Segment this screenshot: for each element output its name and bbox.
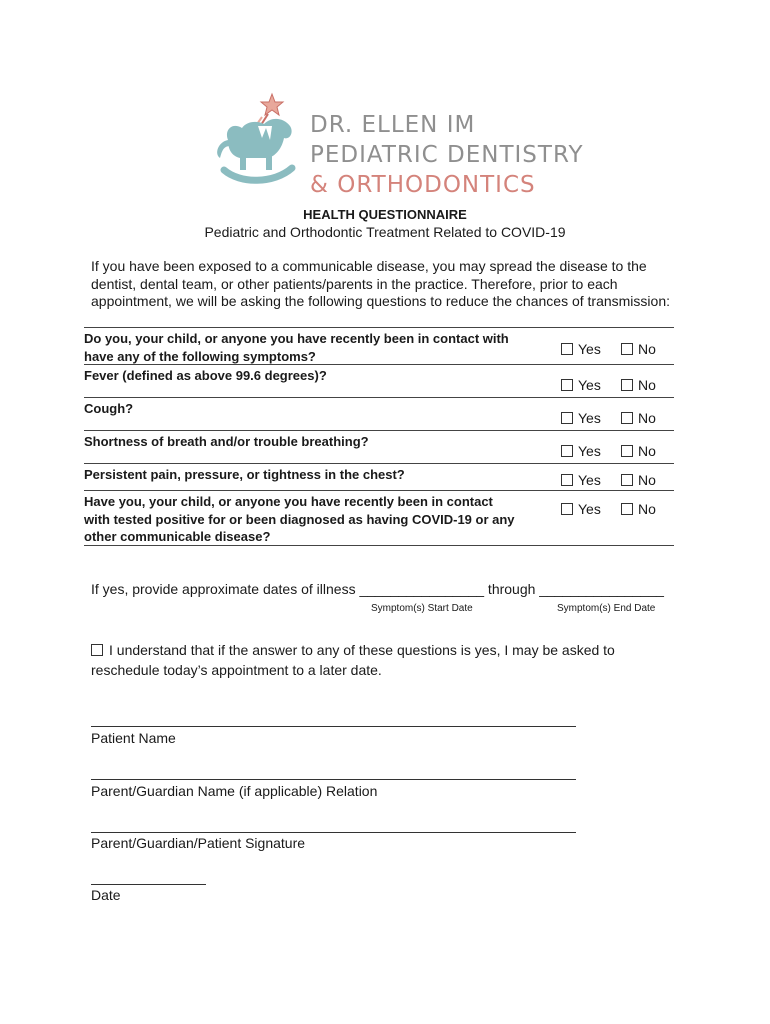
checkbox-icon	[561, 503, 573, 515]
checkbox-icon	[561, 379, 573, 391]
yes-label: Yes	[578, 341, 601, 357]
patient-name-line[interactable]	[91, 726, 576, 727]
question-line: Fever (defined as above 99.6 degrees)?	[84, 368, 327, 383]
question-line: have any of the following symptoms?	[84, 348, 316, 364]
question-text	[84, 431, 554, 455]
checkbox-icon	[621, 412, 633, 424]
intro-paragraph	[91, 258, 671, 311]
end-date-caption: Symptom(s) End Date	[557, 603, 656, 614]
acknowledgement-line	[91, 640, 671, 660]
date-label: Date	[91, 887, 121, 903]
guardian-name-line[interactable]	[91, 779, 576, 780]
patient-name-label: Patient Name	[91, 730, 176, 746]
yes-checkbox[interactable]	[561, 472, 601, 490]
acknowledgement-line: reschedule today’s appointment to a later date.	[91, 662, 382, 678]
acknowledgement-checkbox[interactable]	[91, 644, 103, 656]
question-row	[84, 491, 674, 546]
question-line: Cough?	[84, 401, 134, 416]
practice-logo	[210, 92, 584, 198]
question-line: other communicable disease?	[84, 529, 271, 544]
question-row	[84, 328, 674, 365]
yes-checkbox[interactable]	[561, 501, 601, 519]
guardian-name-label: Parent/Guardian Name (if applicable) Relation	[91, 783, 378, 799]
no-checkbox[interactable]	[621, 472, 656, 490]
intro-line: appointment, we will be asking the following questions to reduce the chances of transmission:	[91, 293, 670, 309]
question-line: Do you, your child, or anyone you have recently been in contact with	[84, 331, 509, 346]
question-line: Persistent pain, pressure, or tightness in the chest?	[84, 467, 405, 482]
form-title: HEALTH QUESTIONNAIRE	[303, 207, 467, 222]
question-text	[84, 365, 554, 389]
checkbox-icon	[561, 445, 573, 457]
question-line: Shortness of breath and/or trouble breathing?	[84, 434, 369, 449]
no-checkbox[interactable]	[621, 443, 656, 461]
checkbox-icon	[621, 503, 633, 515]
logo-line-2: PEDIATRIC DENTISTRY	[310, 142, 584, 168]
yes-label: Yes	[578, 410, 601, 426]
question-row	[84, 398, 674, 431]
yes-label: Yes	[578, 501, 601, 517]
questions-table	[84, 327, 674, 546]
no-checkbox[interactable]	[621, 410, 656, 428]
question-text	[84, 398, 554, 422]
checkbox-icon	[621, 445, 633, 457]
checkbox-icon	[561, 343, 573, 355]
checkbox-icon	[621, 474, 633, 486]
signature-line[interactable]	[91, 832, 576, 833]
question-row	[84, 464, 674, 491]
yes-checkbox[interactable]	[561, 377, 601, 395]
checkbox-icon	[621, 343, 633, 355]
start-date-caption: Symptom(s) Start Date	[371, 603, 473, 614]
date-line[interactable]	[91, 884, 206, 885]
question-row	[84, 431, 674, 464]
question-row	[84, 365, 674, 398]
question-line: with tested positive for or been diagnosed as having COVID-19 or any	[84, 511, 515, 527]
no-label: No	[638, 501, 656, 517]
no-label: No	[638, 443, 656, 459]
illness-dates-field[interactable]: If yes, provide approximate dates of illness ________________ through ________________	[91, 581, 664, 597]
question-text	[84, 491, 554, 550]
no-label: No	[638, 410, 656, 426]
checkbox-icon	[561, 412, 573, 424]
checkbox-icon	[621, 379, 633, 391]
checkbox-icon	[561, 474, 573, 486]
no-checkbox[interactable]	[621, 341, 656, 359]
no-checkbox[interactable]	[621, 377, 656, 395]
acknowledgement	[91, 640, 671, 680]
no-label: No	[638, 341, 656, 357]
question-text	[84, 464, 554, 488]
yes-checkbox[interactable]	[561, 443, 601, 461]
yes-label: Yes	[578, 443, 601, 459]
question-text	[84, 328, 554, 369]
intro-line: dentist, dental team, or other patients/parents in the practice. Therefore, prior to each	[91, 275, 618, 292]
no-checkbox[interactable]	[621, 501, 656, 519]
form-subtitle: Pediatric and Orthodontic Treatment Related to COVID-19	[204, 224, 566, 240]
logo-text	[310, 110, 584, 200]
yes-checkbox[interactable]	[561, 341, 601, 359]
acknowledgement-text: I understand that if the answer to any of these questions is yes, I may be asked to	[109, 642, 615, 658]
rocking-horse-icon	[210, 92, 310, 192]
no-label: No	[638, 377, 656, 393]
yes-label: Yes	[578, 472, 601, 488]
yes-checkbox[interactable]	[561, 410, 601, 428]
yes-label: Yes	[578, 377, 601, 393]
logo-line-1: DR. ELLEN IM	[310, 112, 476, 138]
intro-line: If you have been exposed to a communicable disease, you may spread the disease to the	[91, 258, 647, 274]
logo-line-3: & ORTHODONTICS	[310, 172, 536, 198]
no-label: No	[638, 472, 656, 488]
question-line: Have you, your child, or anyone you have recently been in contact	[84, 494, 493, 509]
signature-label: Parent/Guardian/Patient Signature	[91, 835, 306, 851]
